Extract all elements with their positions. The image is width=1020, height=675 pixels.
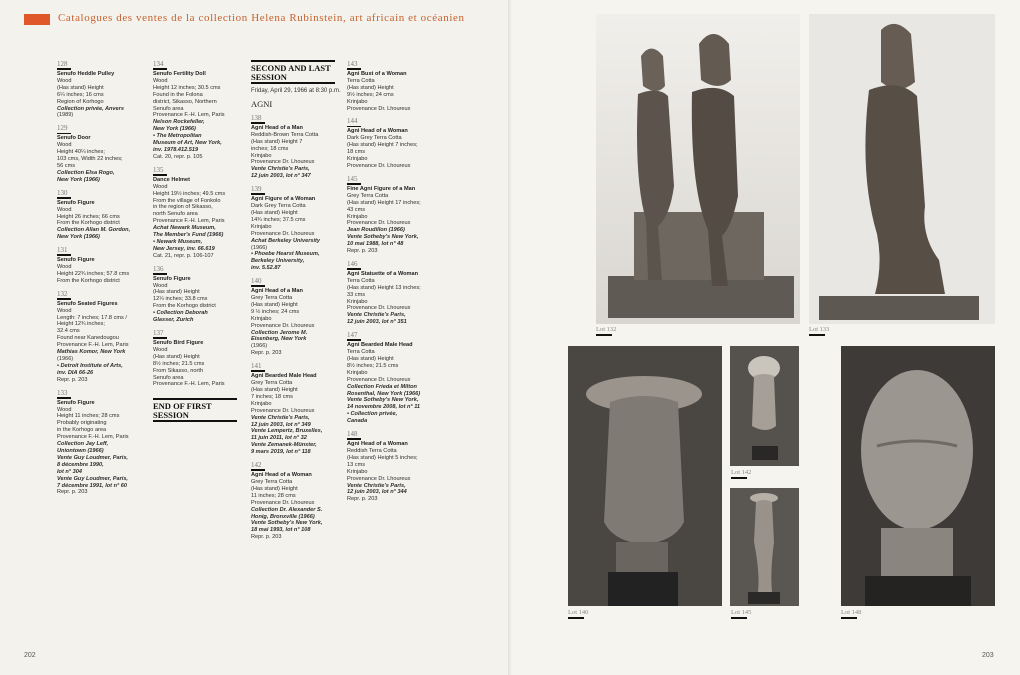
lot-title: Agni Head of a Woman	[251, 472, 312, 479]
lot-detail-line: Museum of Art, New York,	[153, 140, 222, 147]
lot-detail-line: Wood	[57, 264, 72, 271]
lot-detail-line: Provenance Dr. Lhoureux	[251, 322, 315, 329]
lot-detail-line: 103 cms, Width 22 inches;	[57, 156, 123, 163]
lot-detail-line: (1966)	[251, 343, 268, 350]
caption-lot-145: Lot 145	[731, 609, 752, 616]
header-accent-bar	[24, 14, 50, 25]
lot-number: 141	[251, 362, 343, 371]
lot-detail-line: Vente Sotheby's New York,	[251, 520, 323, 527]
lot-detail-line: Grey Terra Cotta	[347, 192, 389, 199]
lot-detail-line: 32.4 cms	[57, 328, 80, 335]
lot-detail-line: Found near Kanedougou	[57, 335, 119, 342]
lot-number: 148	[347, 430, 442, 439]
standing-figure-image	[809, 14, 995, 324]
lot-detail-line: Height 12¾ inches;	[57, 321, 105, 328]
lot-detail-line: (Has stand) Height	[57, 84, 104, 91]
lot-title: Senufo Seated Figures	[57, 300, 118, 307]
lot-detail-line: 9½ inches; 24 cms	[347, 91, 394, 98]
catalogue-entry	[251, 461, 343, 541]
lot-detail-line: Provenance Dr. Lhoureux	[251, 499, 315, 506]
lot-detail-line: Collection Jay Leff,	[57, 441, 109, 448]
lot-detail-line: (1989)	[57, 112, 74, 119]
lot-detail-line: Collection Jerome M.	[251, 329, 308, 336]
lot-title: Agni Head of a Woman	[347, 128, 408, 135]
lot-detail-line: 9 ½ inches; 24 cms	[251, 308, 300, 315]
lot-detail-line: lot n° 304	[57, 468, 82, 475]
lot-detail-line: From Sikasso, north	[153, 367, 204, 374]
group-heading: AGNI	[251, 99, 273, 109]
seated-figures-image	[596, 14, 800, 324]
photo-lot-132	[596, 14, 800, 324]
lot-detail-line: • Newark Museum,	[153, 238, 203, 245]
catalogue-column-4	[347, 60, 442, 508]
lot-detail-line: Provenance Dr. Lhoureux	[251, 159, 315, 166]
lot-detail-line: Repr. p. 203	[57, 376, 88, 383]
lot-detail-line: • The Metropolitan	[153, 133, 202, 140]
lot-number: 137	[153, 329, 245, 338]
catalogue-entry	[347, 60, 442, 112]
lot-detail-line: 14 novembre 2008, lot n° 11	[347, 404, 421, 411]
lot-detail-line: Rosenthal, New York (1966)	[347, 390, 421, 397]
catalogue-entry	[347, 430, 442, 503]
catalogue-entry	[347, 117, 442, 169]
lot-detail-line: Achat Newark Museum,	[153, 225, 216, 232]
lot-detail-line: (Has stand) Height 7	[251, 138, 303, 145]
lot-detail-line: Wood	[57, 406, 72, 413]
lot-detail-line: 12 juin 2003, lot n° 349	[251, 421, 311, 428]
lot-detail-line: 11 inches; 28 cms	[251, 492, 296, 499]
lot-detail-line: Vente Zemanek-Münster,	[251, 442, 317, 449]
lot-detail-line: Region of Korhogo	[57, 98, 104, 105]
lot-number: 130	[57, 189, 147, 198]
lot-detail-line: inv. 1978.412.519	[153, 146, 199, 153]
lot-detail-line: Nelson Rockefeller,	[153, 119, 205, 126]
lot-detail-line: 14¾ inches; 37.5 cms	[251, 216, 306, 223]
lot-detail-line: 8½ inches; 21.5 cms	[153, 360, 205, 367]
photo-lot-142	[730, 346, 799, 466]
lot-detail-line: Krinjabo	[251, 315, 272, 322]
lot-detail-line: • Collection privée,	[347, 411, 398, 418]
lot-title: Agni Figure of a Woman	[251, 196, 316, 203]
lot-detail-line: Krinjabo	[347, 156, 368, 163]
photo-lot-148	[841, 346, 995, 606]
catalogue-entry	[251, 114, 343, 180]
lot-detail-line: Glasser, Zurich	[153, 317, 194, 324]
lot-detail-line: 8 décembre 1990,	[57, 461, 104, 468]
lot-detail-line: • Phoebe Hearst Museum,	[251, 251, 320, 258]
lot-detail-line: Reddish-Brown Terra Cotta	[251, 131, 319, 138]
lot-detail-line: Provenance F.-H. Lem, Paris	[153, 218, 225, 225]
running-header: Catalogues des ventes de la collection Helena Rubinstein, art africain et océanien	[58, 12, 465, 24]
lot-detail-line: inv. DIA 66-26	[57, 369, 94, 376]
catalogue-column-2	[153, 60, 245, 426]
lot-detail-line: Collection Frieda et Milton	[347, 383, 417, 390]
lot-detail-line: Krinjabo	[251, 223, 272, 230]
lot-detail-line: 6¼ inches; 16 cms	[57, 91, 104, 98]
lot-detail-line: Repr. p. 203	[347, 496, 378, 503]
lot-detail-line: (Has stand) Height	[153, 289, 200, 296]
lot-detail-line: New York (1966)	[57, 234, 100, 241]
catalogue-entry	[57, 389, 147, 497]
lot-number: 143	[347, 60, 442, 69]
lot-detail-line: north Senufo area	[153, 211, 198, 218]
lot-number: 128	[57, 60, 147, 69]
lot-detail-line: Length: 7 inches; 17.8 cms /	[57, 314, 127, 321]
lot-detail-line: Vente Guy Loudmer, Paris,	[57, 454, 128, 461]
lot-detail-line: Grey Terra Cotta	[251, 478, 293, 485]
lot-detail-line: Height 11 inches; 28 cms	[57, 413, 120, 420]
caption-lot-133: Lot 133	[809, 326, 830, 333]
lot-title: Senufo Bird Figure	[153, 340, 204, 346]
lot-detail-line: Repr. p. 203	[251, 534, 282, 541]
lot-detail-line: 43 cms	[347, 206, 366, 213]
lot-detail-line: 7 inches; 18 cms	[251, 393, 293, 400]
lot-detail-line: 10 mai 1988, lot n° 48	[347, 241, 404, 248]
lot-detail-line: 12 juin 2003, lot n° 344	[347, 489, 407, 496]
lot-detail-line: Height 40¼ inches;	[57, 149, 105, 156]
lot-detail-line: Collection Dr. Alexander S.	[251, 506, 323, 513]
lot-number: 138	[251, 114, 343, 123]
catalogue-entry	[153, 329, 245, 388]
lot-number: 136	[153, 265, 245, 274]
lot-title: Senufo Door	[57, 135, 91, 142]
lot-detail-line: Reddish Terra Cotta	[347, 447, 397, 454]
catalogue-entry	[153, 166, 245, 260]
lot-title: Senufo Figure	[57, 257, 95, 264]
catalogue-entry	[347, 331, 442, 425]
lot-title: Agni Statuette of a Woman	[347, 270, 419, 277]
lot-detail-line: Senufo area	[153, 105, 184, 112]
lot-title: Fine Agni Figure of a Man	[347, 185, 416, 192]
lot-number: 132	[57, 290, 147, 299]
lot-title: Agni Head of a Man	[251, 124, 303, 131]
lot-detail-line: New York (1966)	[57, 176, 100, 183]
lot-detail-line: Provenance F.-H. Lem, Paris	[153, 112, 225, 119]
lot-detail-line: (Has stand) Height 7 inches;	[347, 142, 418, 149]
lot-detail-line: Senufo area	[153, 374, 184, 381]
lot-detail-line: in the region of Sikasso,	[153, 204, 213, 211]
lot-title: Agni Bust of a Woman	[347, 71, 407, 77]
lot-detail-line: Provenance F.-H. Lem, Paris	[57, 342, 129, 349]
lot-detail-line: 11 juin 2011, lot n° 32	[251, 435, 307, 442]
lot-detail-line: New York (1966)	[153, 126, 196, 133]
lot-detail-line: Terra Cotta	[347, 77, 375, 84]
lot-detail-line: Krinjabo	[347, 298, 368, 305]
lot-detail-line: 33 cms	[347, 291, 366, 298]
catalogue-entry	[57, 246, 147, 285]
lot-detail-line: Dark Grey Terra Cotta	[347, 135, 402, 142]
lot-detail-line: Vente Lempertz, Bruxelles,	[251, 428, 323, 435]
lot-detail-line: From the Korhogo district	[153, 303, 216, 310]
figure-of-man-image	[730, 488, 799, 606]
lot-detail-line: Grey Terra Cotta	[251, 295, 293, 302]
lot-number: 139	[251, 185, 343, 194]
lot-detail-line: Provenance Dr. Lhoureux	[251, 407, 315, 414]
lot-detail-line: Probably originating	[57, 420, 107, 427]
lot-number: 144	[347, 117, 442, 126]
lot-title: Agni Bearded Male Head	[347, 342, 413, 349]
lot-title: Agni Head of a Woman	[347, 441, 408, 448]
photo-lot-145	[730, 488, 799, 606]
lot-detail-line: Collection Elsa Rogo,	[57, 169, 115, 176]
lot-detail-line: Cat. 20, repr. p. 105	[153, 153, 203, 160]
lot-detail-line: (Has stand) Height	[251, 387, 298, 393]
lot-detail-line: From the Korhogo district	[57, 220, 120, 227]
lot-detail-line: (Has stand) Height	[347, 356, 394, 362]
lot-detail-line: Vente Christie's Paris,	[251, 166, 310, 173]
caption-lot-140: Lot 140	[568, 609, 589, 616]
lot-detail-line: Krinjabo	[347, 213, 368, 220]
lot-detail-line: 18 mai 1993, lot n° 108	[251, 527, 311, 534]
lot-detail-line: • Collection Deborah	[153, 310, 208, 317]
session-date: Friday, April 29, 1966 at 8:30 p.m.	[251, 88, 341, 94]
lot-number: 142	[251, 461, 343, 470]
lot-title: Senufo Fertility Doll	[153, 71, 206, 77]
lot-detail-line: Terra Cotta	[347, 277, 375, 284]
catalogue-entry	[57, 290, 147, 384]
lot-detail-line: Krinjabo	[347, 98, 368, 105]
lot-number: 145	[347, 175, 442, 184]
lot-detail-line: From the Korhogo district	[57, 277, 120, 284]
lot-detail-line: Provenance Dr. Lhoureux	[347, 162, 411, 169]
lot-detail-line: Repr. p. 203	[347, 248, 378, 255]
lot-detail-line: (Has stand) Height	[347, 84, 394, 91]
lot-detail-line: Height 26 inches; 66 cms	[57, 213, 120, 220]
lot-detail-line: Uniontown (1966)	[57, 447, 104, 454]
lot-title: Dance Helmet	[153, 176, 190, 183]
lot-detail-line: (Has stand) Height	[153, 353, 200, 360]
lot-detail-line: Found in the Folona	[153, 91, 203, 98]
photo-lot-140	[568, 346, 722, 606]
caption-lot-148: Lot 148	[841, 609, 862, 616]
lot-detail-line: Berkeley University,	[251, 258, 305, 265]
lot-detail-line: Honig, Bronxville (1966)	[251, 513, 315, 520]
catalogue-entry	[251, 362, 343, 456]
catalogue-entry	[347, 175, 442, 255]
lot-detail-line: 13 cms	[347, 461, 366, 468]
lot-detail-line: Cat. 21, repr. p. 106-107	[153, 252, 214, 259]
lot-detail-line: inv. 5.52.87	[251, 265, 281, 272]
lot-number: 129	[57, 124, 147, 133]
lot-detail-line: Repr. p. 203	[57, 489, 88, 496]
head-of-man-image	[568, 346, 722, 606]
catalogue-entry	[347, 260, 442, 326]
lot-detail-line: 12¼ inches; 33.8 cms	[153, 296, 208, 303]
lot-detail-line: in the Korhogo area	[57, 427, 107, 434]
catalogue-entry	[57, 60, 147, 119]
lot-detail-line: Grey Terra Cotta	[251, 380, 293, 387]
lot-detail-line: Wood	[153, 183, 168, 190]
caption-lot-142: Lot 142	[731, 469, 752, 476]
caption-lot-132: Lot 132	[596, 326, 617, 333]
lot-detail-line: Vente Sotheby's New York,	[347, 397, 419, 404]
lot-detail-line: 9 mars 2019, lot n° 118	[251, 449, 311, 456]
photo-lot-133	[809, 14, 995, 324]
end-of-first-session-heading: END OF FIRST SESSION	[153, 398, 237, 422]
lot-detail-line: (1966)	[251, 244, 268, 251]
lot-detail-line: 12 juin 2003, lot n° 351	[347, 319, 407, 326]
lot-detail-line: Krinjabo	[347, 369, 368, 376]
book-gutter	[508, 0, 512, 675]
lot-detail-line: Achat Berkeley University	[251, 237, 321, 244]
catalogue-column-3	[251, 60, 343, 546]
lot-detail-line: Wood	[57, 142, 72, 149]
lot-detail-line: Wood	[153, 282, 168, 289]
lot-detail-line: Provenance F.-H. Lem, Paris	[153, 381, 225, 388]
lot-title: Agni Head of a Man	[251, 288, 303, 295]
lot-number: 134	[153, 60, 245, 69]
lot-detail-line: Collection Allan M. Gordon,	[57, 227, 131, 234]
head-of-woman-large-image	[841, 346, 995, 606]
lot-detail-line: Mathias Komor, New York	[57, 349, 126, 356]
lot-detail-line: Repr. p. 203	[251, 350, 282, 357]
lot-detail-line: Wood	[57, 206, 72, 213]
lot-detail-line: Provenance Dr. Lhoureux	[251, 230, 315, 237]
lot-detail-line: Eisenberg, New York	[251, 336, 307, 343]
catalogue-entry	[57, 124, 147, 183]
lot-number: 146	[347, 260, 442, 269]
lot-detail-line: Provenance Dr. Lhoureux	[347, 105, 411, 112]
lot-title: Senufo Heddle Pulley	[57, 71, 115, 77]
lot-detail-line: Dark Grey Terra Cotta	[251, 203, 306, 210]
lot-detail-line: Wood	[57, 307, 72, 314]
page-number-left: 202	[24, 652, 36, 659]
lot-detail-line: The Member's Fund (1966)	[153, 232, 224, 239]
lot-detail-line: 56 cms	[57, 162, 76, 169]
lot-detail-line: Terra Cotta	[347, 349, 375, 356]
lot-number: 131	[57, 246, 147, 255]
catalogue-entry	[251, 277, 343, 357]
lot-detail-line: 8½ inches; 21.5 cms	[347, 362, 399, 369]
catalogue-entry	[251, 185, 343, 272]
lot-number: 133	[57, 389, 147, 398]
lot-detail-line: (Has stand) Height 13 inches;	[347, 284, 421, 291]
lot-detail-line: (Has stand) Height	[251, 485, 298, 492]
lot-detail-line: Vente Christie's Paris,	[347, 312, 406, 319]
lot-number: 147	[347, 331, 442, 340]
lot-detail-line: Height 22¾ inches; 57.8 cms	[57, 270, 130, 277]
lot-detail-line: Provenance Dr. Lhoureux	[347, 220, 411, 227]
lot-detail-line: Canada	[347, 418, 368, 425]
lot-title: Senufo Figure	[153, 275, 191, 282]
lot-detail-line: Provenance Dr. Lhoureux	[347, 305, 411, 312]
lot-detail-line: Collection privée, Anvers	[57, 105, 124, 112]
catalogue-entry	[153, 60, 245, 161]
lot-detail-line: Krinjabo	[251, 152, 272, 159]
lot-detail-line: (Has stand) Height 17 inches;	[347, 199, 421, 206]
lot-detail-line: Provenance Dr. Lhoureux	[347, 376, 411, 383]
catalogue-entry	[153, 265, 245, 324]
lot-detail-line: Wood	[153, 77, 168, 84]
lot-detail-line: New Jersey, inv. 66.619	[153, 245, 215, 252]
lot-number: 140	[251, 277, 343, 286]
lot-detail-line: Krinjabo	[251, 400, 272, 407]
lot-detail-line: Jean Roudillon (1966)	[347, 227, 405, 234]
lot-detail-line: 12 juin 2003, lot n° 347	[251, 173, 311, 180]
lot-detail-line: From the village of Fonkolo	[153, 197, 221, 204]
lot-detail-line: Wood	[57, 77, 72, 84]
lot-detail-line: Provenance F.-H. Lem, Paris	[57, 434, 129, 441]
lot-detail-line: Provenance Dr. Lhoureux	[347, 475, 411, 482]
lot-detail-line: Wood	[153, 346, 168, 353]
lot-detail-line: (1966)	[57, 356, 74, 362]
lot-detail-line: Height 19½ inches; 49.5 cms	[153, 190, 226, 197]
lot-detail-line: (Has stand) Height 5 inches;	[347, 454, 418, 461]
lot-title: Senufo Figure	[57, 199, 95, 206]
page-number-right: 203	[982, 652, 994, 659]
head-of-woman-image	[730, 346, 799, 466]
lot-detail-line: 18 cms	[347, 149, 366, 156]
lot-detail-line: inches; 18 cms	[251, 145, 289, 152]
lot-detail-line: (Has stand) Height	[251, 209, 298, 216]
lot-title: Senufo Figure	[57, 399, 95, 406]
lot-detail-line: Krinjabo	[347, 468, 368, 475]
catalogue-entry	[57, 189, 147, 241]
lot-detail-line: Height 12 inches; 30.5 cms	[153, 84, 221, 91]
lot-detail-line: (Has stand) Height	[251, 301, 298, 308]
lot-detail-line: Vente Christie's Paris,	[251, 414, 310, 421]
lot-detail-line: Vente Sotheby's New York,	[347, 234, 419, 241]
catalogue-column-1	[57, 60, 147, 501]
lot-number: 135	[153, 166, 245, 175]
lot-detail-line: 7 décembre 1991, lot n° 60	[57, 482, 128, 489]
lot-detail-line: • Detroit Institute of Arts,	[57, 362, 123, 369]
lot-detail-line: district, Sikasso, Northern	[153, 98, 217, 105]
lot-detail-line: Vente Guy Loudmer, Paris,	[57, 475, 128, 482]
lot-detail-line: Vente Christie's Paris,	[347, 482, 406, 489]
lot-title: Agni Bearded Male Head	[251, 373, 317, 380]
second-session-heading: SECOND AND LAST SESSION	[251, 60, 335, 84]
